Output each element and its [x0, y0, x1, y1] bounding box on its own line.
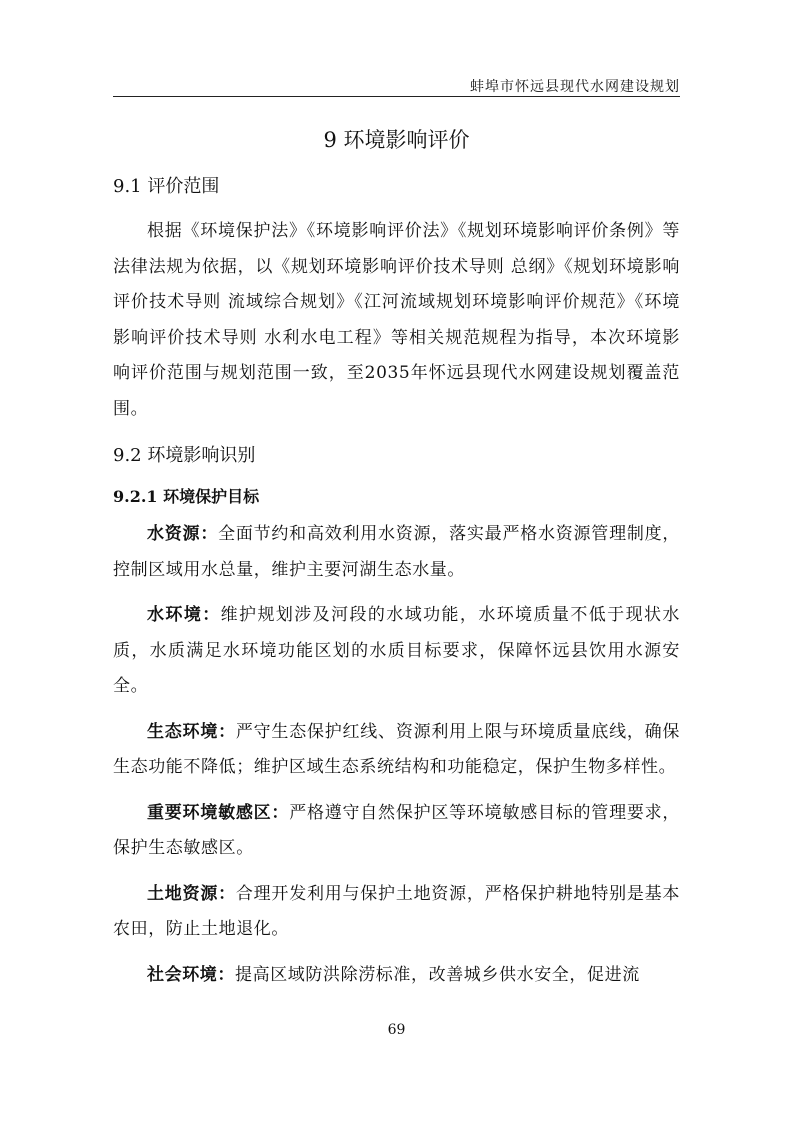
item-label: 重要环境敏感区： [147, 802, 290, 823]
item-ecological-environment [113, 715, 680, 786]
item-land-resources [113, 877, 680, 948]
section-title-9-1: 9.1 评价范围 [113, 176, 220, 197]
item-water-environment [113, 598, 680, 705]
item-water-resources [113, 517, 680, 588]
item-label: 社会环境： [147, 964, 235, 985]
item-text: 维护规划涉及河段的水域功能，水环境质量不低于现状水质，水质满足水环境功能区划的水质目标要求，保障怀远县饮用水源安全。 [113, 605, 681, 696]
item-text: 严守生态保护红线、资源利用上限与环境质量底线，确保生态功能不降低；维护区域生态系统结构和功能稳定，保护生物多样性。 [113, 721, 681, 777]
item-text: 提高区域防洪除涝标准，改善城乡供水安全，促进流 [235, 964, 640, 985]
chapter-title: 9 环境影响评价 [323, 128, 470, 152]
section-title-9-2: 9.2 环境影响识别 [113, 445, 256, 466]
item-label: 生态环境： [147, 721, 236, 742]
item-text: 全面节约和高效利用水资源，落实最严格水资源管理制度，控制区域用水总量，维护主要河湖生态水量。 [113, 524, 680, 580]
header-divider [113, 96, 680, 97]
item-text: 合理开发利用与保护土地资源，严格保护耕地特别是基本农田，防止土地退化。 [113, 883, 681, 939]
page-content [113, 124, 680, 1003]
section-9-1-paragraph: 根据《环境保护法》《环境影响评价法》《规划环境影响评价条例》等法律法规为依据，以《规划环境影响评价技术导则 总纲》《规划环境影响评价技术导则 流域综合规划》《江河流域规划环境影响评价规范》《环境影响评价技术导则 水利水电工程》等相关规范规程为指导，本次环境影响评价范围与规划范围一致，至2035年怀远县现代水网建设规划覆盖范围。 [113, 221, 680, 419]
item-text: 严格遵守自然保护区等环境敏感目标的管理要求，保护生态敏感区。 [113, 802, 680, 858]
item-label: 水环境： [147, 605, 221, 625]
item-social-environment [113, 958, 680, 994]
subsection-title-9-2-1: 9.2.1 环境保护目标 [113, 487, 260, 506]
page-number: 69 [387, 1022, 406, 1038]
item-label: 土地资源： [147, 883, 236, 904]
running-header: 蚌埠市怀远县现代水网建设规划 [470, 79, 680, 95]
item-label: 水资源： [147, 524, 219, 544]
item-sensitive-areas [113, 796, 680, 867]
